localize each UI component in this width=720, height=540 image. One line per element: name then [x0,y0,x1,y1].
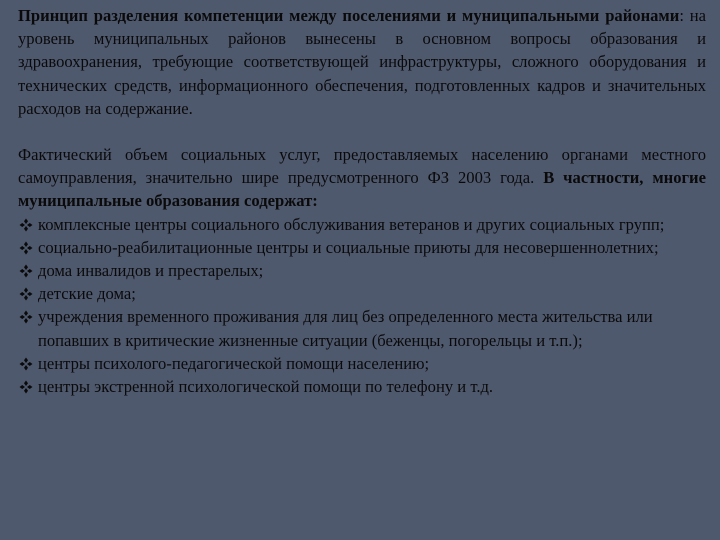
institution-list [18,213,706,399]
list-item [18,305,706,351]
paragraph-competence-principle-body: : на уровень муниципальных районов вынесены в основном вопросы образования и здравоохранения, требующие соответствующей инфраструктуры, сложного оборудования и технических средств, информационного обеспечения, подготовленных кадров и значительных расходов на содержание. [18,6,707,118]
paragraph-spacer [18,120,706,143]
four-diamond-bullet-icon [19,241,33,255]
list-item-text: комплексные центры социального обслуживания ветеранов и других социальных групп; [38,214,665,234]
list-item-text: центры экстренной психологической помощи по телефону и т.д. [38,377,494,397]
list-item-text: дома инвалидов и престарелых; [38,261,264,281]
list-item [18,375,706,398]
paragraph-actual-services [18,143,706,213]
four-diamond-bullet-icon [19,357,33,371]
four-diamond-bullet-icon [19,218,33,232]
paragraph-actual-services-heading: В частности, многие муниципальные образования содержат: [18,168,706,211]
paragraph-competence-principle-heading: Принцип разделения компетенции между поселениями и муниципальными районами [18,6,680,25]
list-item [18,259,706,282]
four-diamond-bullet-icon [19,264,33,278]
four-diamond-bullet-icon [19,380,33,394]
list-item [18,282,706,305]
four-diamond-bullet-icon [19,310,33,324]
paragraph-actual-services-body: Фактический объем социальных услуг, предоставляемых населению органами местного самоуправления, значительно шире предусмотренного ФЗ 2003 года. [18,145,706,188]
list-item [18,213,706,236]
list-item-text: детские дома; [38,284,136,304]
list-item [18,236,706,259]
list-item [18,352,706,375]
list-item-text: учреждения временного проживания для лиц без определенного места жительства или попавших в критические жизненные ситуации (беженцы, погорельцы и т.п.); [38,307,653,350]
four-diamond-bullet-icon [19,287,33,301]
list-item-text: центры психолого-педагогической помощи населению; [38,353,430,373]
list-item-text: социально-реабилитационные центры и социальные приюты для несовершеннолетних; [38,237,659,257]
slide-text [18,4,706,398]
paragraph-competence-principle [18,4,706,120]
